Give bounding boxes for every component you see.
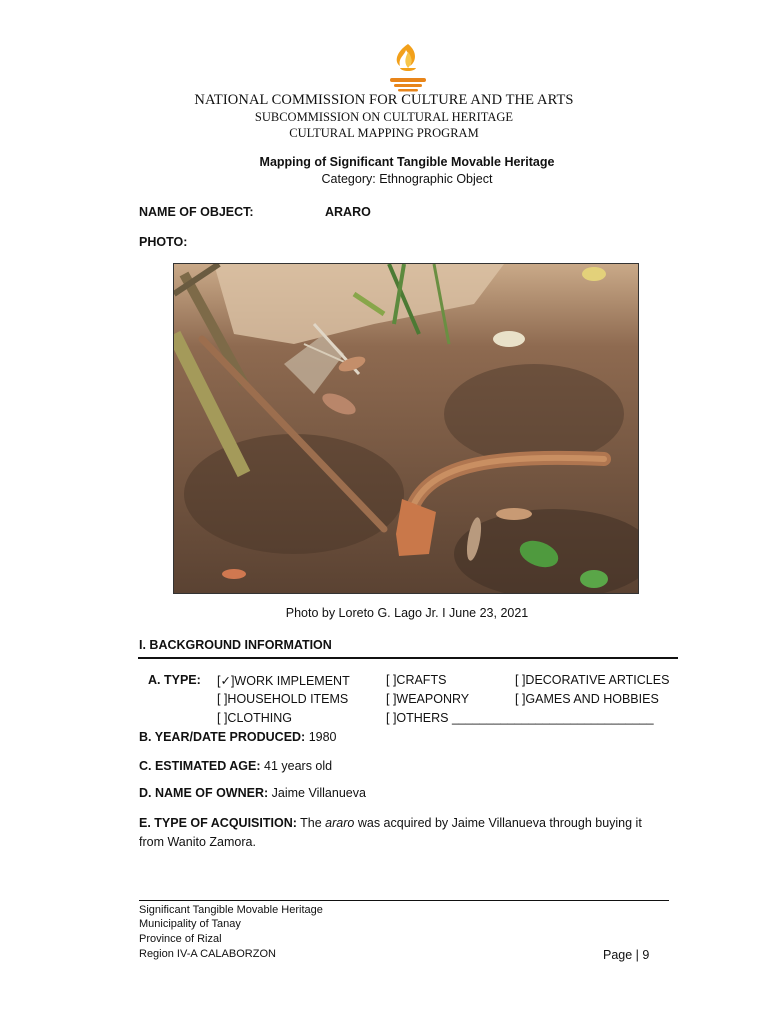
header-subcommission: SUBCOMMISSION ON CULTURAL HERITAGE: [254, 110, 514, 124]
section-divider: [138, 657, 678, 659]
type-label: A. TYPE:: [148, 673, 201, 687]
ncca-flame-logo: [386, 42, 430, 94]
name-of-object-label: NAME OF OBJECT:: [139, 205, 254, 219]
owner-value: Jaime Villanueva: [271, 786, 366, 800]
section-title-background: I. BACKGROUND INFORMATION: [139, 638, 332, 652]
estimated-age-value: 41 years old: [264, 759, 333, 773]
type-option-decorative-articles[interactable]: [ ]DECORATIVE ARTICLES: [515, 673, 670, 687]
document-title: Mapping of Significant Tangible Movable Heritage: [259, 155, 555, 169]
header-program: CULTURAL MAPPING PROGRAM: [289, 126, 479, 140]
acquisition-label: E. TYPE OF ACQUISITION:: [139, 816, 297, 830]
estimated-age-row: [139, 759, 332, 773]
owner-row: [139, 786, 366, 800]
year-produced-label: B. YEAR/DATE PRODUCED:: [139, 730, 306, 744]
object-photo: [173, 263, 639, 594]
acquisition-paragraph: [139, 814, 659, 852]
document-category: Category: Ethnographic Object: [321, 172, 493, 186]
photo-caption: Photo by Loreto G. Lago Jr. I June 23, 2021: [285, 606, 529, 620]
owner-label: D. NAME OF OWNER:: [139, 786, 269, 800]
estimated-age-label: C. ESTIMATED AGE:: [139, 759, 261, 773]
page-number: Page | 9: [603, 948, 650, 962]
name-of-object-value: ARARO: [325, 205, 371, 219]
footer-line-province: Province of Rizal: [139, 933, 222, 945]
footer-line-heritage: Significant Tangible Movable Heritage: [139, 904, 323, 916]
type-option-crafts[interactable]: [ ]CRAFTS: [386, 673, 447, 687]
acquisition-text-start: The: [300, 816, 322, 830]
type-option-weaponry[interactable]: [ ]WEAPONRY: [386, 692, 470, 706]
footer-line-municipality: Municipality of Tanay: [139, 918, 241, 930]
type-option-clothing[interactable]: [ ]CLOTHING: [217, 711, 293, 725]
acquisition-text-end: was acquired by Jaime Villanueva through buying it from Wanito Zamora.: [139, 816, 642, 849]
header-commission: NATIONAL COMMISSION FOR CULTURE AND THE ARTS: [194, 92, 574, 108]
type-option-household-items[interactable]: [ ]HOUSEHOLD ITEMS: [217, 692, 349, 706]
photo-label: PHOTO:: [139, 235, 188, 249]
footer-divider: [139, 900, 669, 901]
type-option-others[interactable]: [ ]OTHERS _____________________________: [386, 711, 654, 725]
type-option-games-and-hobbies[interactable]: [ ]GAMES AND HOBBIES: [515, 692, 659, 706]
year-produced-value: 1980: [308, 730, 337, 744]
footer-line-region: Region IV-A CALABORZON: [139, 948, 276, 960]
year-produced-row: [139, 730, 337, 744]
type-option-work-implement[interactable]: [✓]WORK IMPLEMENT: [217, 674, 350, 688]
acquisition-text-italic: araro: [325, 816, 355, 830]
